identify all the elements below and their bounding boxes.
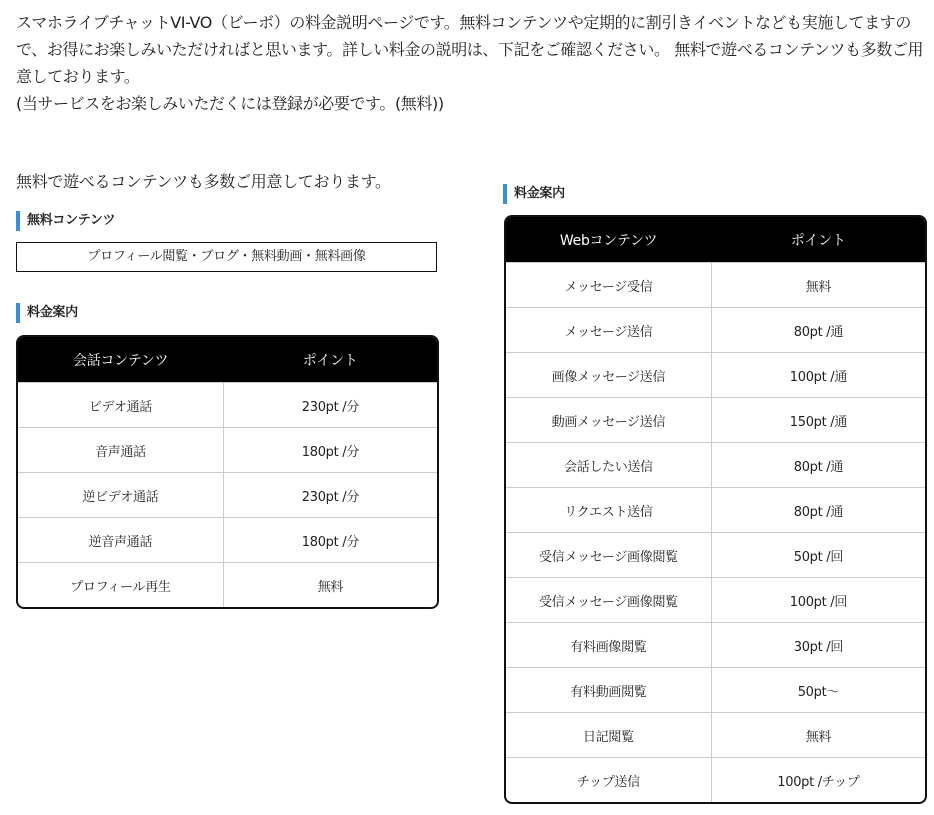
free-content-list: プロフィール閲覧・ブログ・無料動画・無料画像 [16, 242, 437, 272]
points-cell: 180pt /分 [223, 428, 437, 473]
table-row [506, 398, 925, 443]
table-row [18, 428, 437, 473]
table-row [506, 443, 925, 488]
points-cell: 80pt /通 [711, 488, 925, 533]
points-cell: 無料 [711, 713, 925, 758]
table-row [18, 473, 437, 518]
content-cell: メッセージ受信 [506, 263, 711, 308]
table-row [506, 623, 925, 668]
content-cell: プロフィール再生 [18, 563, 223, 608]
table-row [18, 563, 437, 608]
points-cell: 無料 [223, 563, 437, 608]
content-cell: リクエスト送信 [506, 488, 711, 533]
intro-registration-note: (当サービスをお楽しみいただくには登録が必要です。(無料)) [16, 94, 444, 113]
content-cell: 逆ビデオ通話 [18, 473, 223, 518]
points-cell: 230pt /分 [223, 383, 437, 428]
table-row [18, 383, 437, 428]
content-cell: 日記閲覧 [506, 713, 711, 758]
content-cell: ビデオ通話 [18, 383, 223, 428]
points-cell: 100pt /通 [711, 353, 925, 398]
free-content-lead: 無料で遊べるコンテンツも多数ご用意しております。 [16, 172, 391, 191]
points-cell: 100pt /チップ [711, 758, 925, 803]
table-row [506, 713, 925, 758]
table-row [506, 263, 925, 308]
table-row [506, 668, 925, 713]
content-cell: 有料画像閲覧 [506, 623, 711, 668]
intro-text [16, 9, 926, 117]
points-cell: 80pt /通 [711, 308, 925, 353]
web-pricing-heading: 料金案内 [503, 184, 565, 204]
column-header-content: 会話コンテンツ [18, 337, 223, 383]
table-header-row [506, 217, 925, 263]
call-pricing-table [16, 335, 439, 609]
table-row [18, 518, 437, 563]
content-cell: メッセージ送信 [506, 308, 711, 353]
points-cell: 100pt /回 [711, 578, 925, 623]
points-cell: 50pt〜 [711, 668, 925, 713]
points-cell: 無料 [711, 263, 925, 308]
content-cell: 会話したい送信 [506, 443, 711, 488]
table-row [506, 308, 925, 353]
content-cell: 音声通話 [18, 428, 223, 473]
content-cell: 受信メッセージ画像閲覧 [506, 578, 711, 623]
points-cell: 180pt /分 [223, 518, 437, 563]
content-cell: 動画メッセージ送信 [506, 398, 711, 443]
points-cell: 30pt /回 [711, 623, 925, 668]
call-pricing-heading: 料金案内 [16, 303, 78, 323]
content-cell: 受信メッセージ画像閲覧 [506, 533, 711, 578]
points-cell: 230pt /分 [223, 473, 437, 518]
table-row [506, 353, 925, 398]
free-content-heading: 無料コンテンツ [16, 211, 115, 231]
table-row [506, 578, 925, 623]
web-pricing-table [504, 215, 927, 804]
points-cell: 150pt /通 [711, 398, 925, 443]
column-header-content: Webコンテンツ [506, 217, 711, 263]
table-header-row [18, 337, 437, 383]
column-header-points: ポイント [711, 217, 925, 263]
table-row [506, 758, 925, 803]
intro-paragraph: スマホライブチャットVI-VO（ビーボ）の料金説明ページです。無料コンテンツや定期的に割引きイベントなども実施してますので、お得にお楽しみいただければと思います。詳しい料金の説明は、下記をご確認ください。 無料で遊べるコンテンツも多数ご用意しております。 [16, 13, 924, 86]
content-cell: 有料動画閲覧 [506, 668, 711, 713]
content-cell: 逆音声通話 [18, 518, 223, 563]
content-cell: 画像メッセージ送信 [506, 353, 711, 398]
points-cell: 80pt /通 [711, 443, 925, 488]
table-row [506, 533, 925, 578]
column-header-points: ポイント [223, 337, 437, 383]
content-cell: チップ送信 [506, 758, 711, 803]
points-cell: 50pt /回 [711, 533, 925, 578]
table-row [506, 488, 925, 533]
